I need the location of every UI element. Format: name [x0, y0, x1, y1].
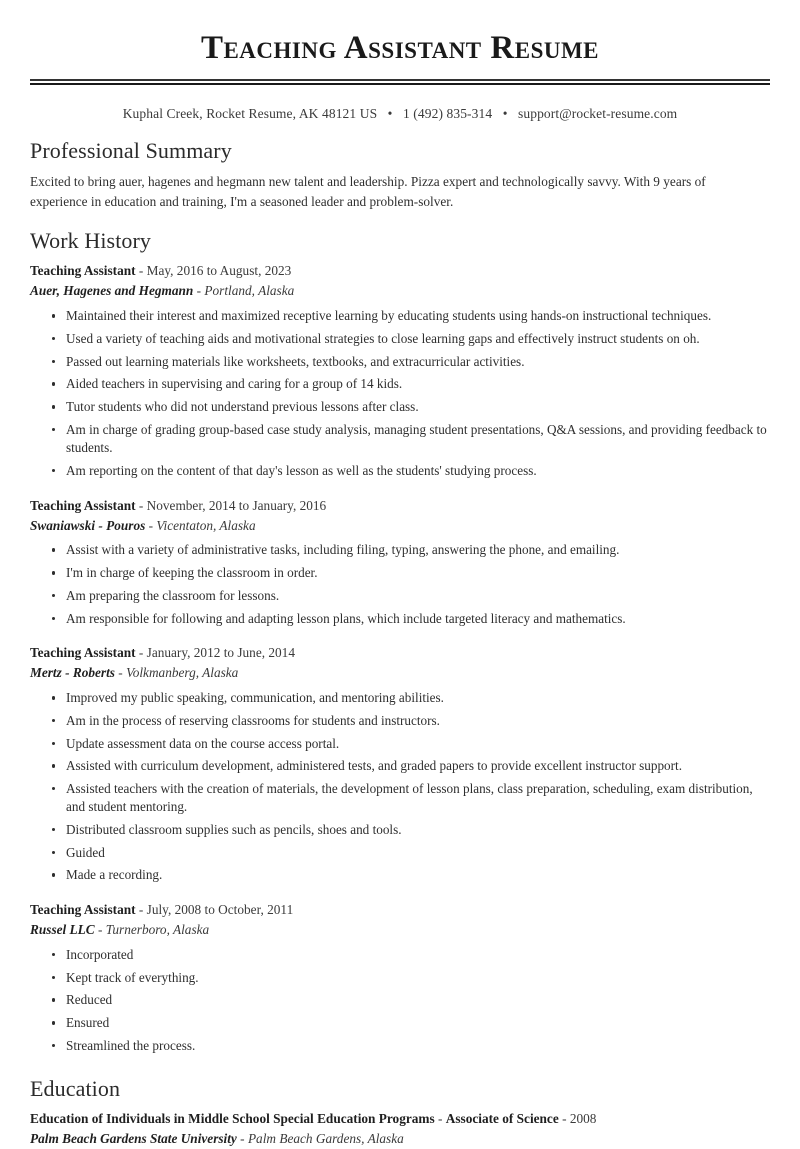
education-program: Education of Individuals in Middle School Special Education Programs [30, 1111, 435, 1127]
job-location: Volkmanberg, Alaska [126, 665, 239, 681]
summary-heading: Professional Summary [30, 138, 232, 164]
job-headline [30, 900, 770, 920]
header-divider [30, 79, 770, 85]
list-item: Improved my public speaking, communication, and mentoring abilities. [52, 689, 770, 712]
job-separator: - [196, 283, 202, 299]
list-item: Assist with a variety of administrative tasks, including filing, typing, answering the phone, and emailing. [52, 541, 770, 564]
list-item: Tutor students who did not understand previous lessons after class. [52, 398, 770, 421]
section-work-history [30, 228, 770, 1060]
list-item: Update assessment data on the course access portal. [52, 735, 770, 758]
list-item: Assisted teachers with the creation of materials, the development of lesson plans, class preparation, scheduling, exam distribution, and student mentoring. [52, 780, 770, 821]
education-entry [30, 1109, 770, 1149]
education-separator: - [562, 1111, 567, 1127]
job-location: Portland, Alaska [204, 283, 295, 299]
job-company: Mertz - Roberts [30, 665, 115, 681]
section-professional-summary [30, 138, 770, 212]
education-school-line [30, 1129, 770, 1149]
job-separator: - [148, 517, 154, 533]
job-bullet-list [30, 689, 770, 889]
education-program-line [30, 1109, 770, 1129]
divider-line-bottom [30, 83, 770, 85]
job-company: Auer, Hagenes and Hegmann [30, 283, 194, 299]
summary-text: Excited to bring auer, hagenes and hegmann new talent and leadership. Pizza expert and technologically savvy. With 9 years of experience in education and training, I'm a seasoned leader and problem-solver. [30, 173, 706, 209]
job-dates: May, 2016 to August, 2023 [146, 263, 292, 279]
job-employer-line [30, 516, 770, 536]
list-item: Aided teachers in supervising and caring for a group of 14 kids. [52, 375, 770, 398]
list-item: Passed out learning materials like worksheets, textbooks, and extracurricular activities. [52, 353, 770, 376]
job-separator: - [138, 497, 144, 513]
job-employer-line [30, 281, 770, 301]
education-heading: Education [30, 1075, 121, 1101]
list-item: I'm in charge of keeping the classroom in order. [52, 564, 770, 587]
job-headline [30, 261, 770, 281]
list-item: Am preparing the classroom for lessons. [52, 587, 770, 610]
job-separator: - [138, 263, 144, 279]
list-item: Streamlined the process. [52, 1037, 770, 1060]
job-entry [30, 643, 770, 889]
job-dates: November, 2014 to January, 2016 [146, 497, 327, 513]
job-separator: - [138, 902, 144, 918]
list-item: Used a variety of teaching aids and motivational strategies to close learning gaps and effectively instruct students on oh. [52, 330, 770, 353]
job-bullet-list [30, 307, 770, 484]
list-item: Am in charge of grading group-based case study analysis, managing student presentations, Q&A sessions, and providing feedback to students. [52, 421, 770, 462]
list-item: Distributed classroom supplies such as pencils, shoes and tools. [52, 821, 770, 844]
job-company: Russel LLC [30, 922, 95, 938]
job-separator: - [138, 645, 144, 661]
list-item: Guided [52, 844, 770, 867]
list-item: Am responsible for following and adapting lesson plans, which include targeted literacy and mathematics. [52, 610, 770, 633]
job-entry [30, 496, 770, 633]
job-title: Teaching Assistant [30, 497, 136, 513]
contact-separator-1: • [387, 106, 393, 122]
job-separator: - [118, 665, 123, 681]
list-item: Ensured [52, 1014, 770, 1037]
page-title: Teaching Assistant Resume [200, 30, 600, 66]
job-location: Turnerboro, Alaska [105, 922, 210, 938]
list-item: Kept track of everything. [52, 969, 770, 992]
contact-separator-2: • [502, 106, 508, 122]
job-headline [30, 643, 770, 663]
job-company: Swaniawski - Pouros [30, 517, 146, 533]
list-item: Am in the process of reserving classrooms for students and instructors. [52, 712, 770, 735]
job-separator: - [97, 922, 103, 938]
education-location: Palm Beach Gardens, Alaska [247, 1130, 404, 1146]
list-item: Reduced [52, 991, 770, 1014]
job-dates: July, 2008 to October, 2011 [146, 902, 294, 918]
contact-address: Kuphal Creek, Rocket Resume, AK 48121 US [122, 106, 378, 122]
job-employer-line [30, 663, 770, 683]
job-headline [30, 496, 770, 516]
job-location: Vicentaton, Alaska [156, 517, 256, 533]
education-degree: Associate of Science [445, 1111, 559, 1127]
list-item: Incorporated [52, 946, 770, 969]
job-employer-line [30, 920, 770, 940]
education-school: Palm Beach Gardens State University [30, 1130, 237, 1146]
list-item: Am reporting on the content of that day's lesson as well as the students' studying process. [52, 462, 770, 485]
contact-email[interactable]: support@rocket-resume.com [518, 106, 678, 122]
list-item: Assisted with curriculum development, administered tests, and graded papers to provide excellent instructor support. [52, 757, 770, 780]
job-title: Teaching Assistant [30, 902, 136, 918]
work-history-heading: Work History [30, 228, 152, 254]
education-year: 2008 [569, 1111, 597, 1127]
contact-phone: 1 (492) 835-314 [402, 106, 493, 122]
list-item: Made a recording. [52, 866, 770, 889]
list-item: Maintained their interest and maximized receptive learning by educating students using hands-on instructional techniques. [52, 307, 770, 330]
job-dates: January, 2012 to June, 2014 [146, 645, 295, 661]
job-entry [30, 261, 770, 484]
education-separator: - [240, 1130, 245, 1146]
job-bullet-list [30, 541, 770, 632]
job-bullet-list [30, 946, 770, 1060]
section-education [30, 1076, 770, 1149]
job-title: Teaching Assistant [30, 645, 136, 661]
job-title: Teaching Assistant [30, 263, 136, 279]
contact-line [30, 106, 770, 122]
job-entry [30, 900, 770, 1059]
education-separator: - [437, 1111, 443, 1127]
